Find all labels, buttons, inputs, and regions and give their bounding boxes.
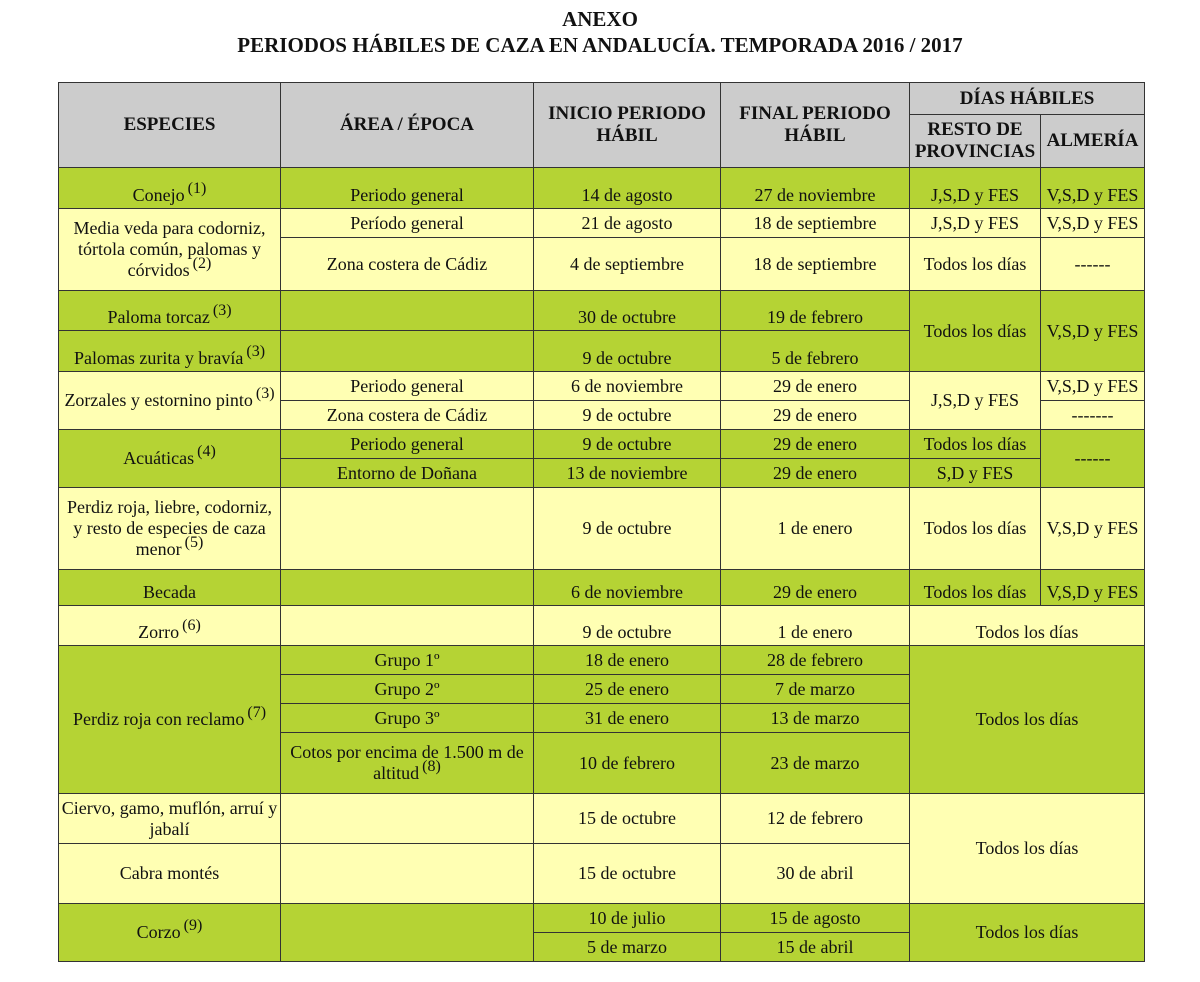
- end-cell: 29 de enero: [721, 401, 910, 430]
- almeria-cell: V,S,D y FES: [1041, 291, 1145, 372]
- area-cell: Zona costera de Cádiz: [281, 401, 534, 430]
- resto-cell: Todos los días: [910, 291, 1041, 372]
- annex-title: ANEXO: [562, 7, 638, 31]
- end-cell: 27 de noviembre: [721, 168, 910, 209]
- end-cell: 19 de febrero: [721, 291, 910, 331]
- table-row: [59, 488, 1145, 570]
- area-cell: [281, 904, 534, 962]
- resto-cell: Todos los días: [910, 238, 1041, 291]
- table-row: [59, 291, 1145, 331]
- table-row: [59, 570, 1145, 606]
- table-row: [59, 430, 1145, 459]
- area-cell: Grupo 2º: [281, 675, 534, 704]
- area-cell: Cotos por encima de 1.500 m de altitud $^{(8)}$: [281, 733, 534, 794]
- area-cell: Período general: [281, 209, 534, 238]
- table-row: [59, 646, 1145, 675]
- start-cell: 31 de enero: [534, 704, 721, 733]
- hunting-periods-table: [58, 82, 1145, 962]
- almeria-cell: V,S,D y FES: [1041, 209, 1145, 238]
- end-cell: 13 de marzo: [721, 704, 910, 733]
- days-cell: Todos los días: [910, 904, 1145, 962]
- start-cell: 9 de octubre: [534, 606, 721, 646]
- end-cell: 29 de enero: [721, 459, 910, 488]
- start-cell: 30 de octubre: [534, 291, 721, 331]
- species-cell: Becada: [59, 570, 281, 606]
- almeria-cell: V,S,D y FES: [1041, 372, 1145, 401]
- species-cell: Paloma torcaz $^{(3)}$: [59, 291, 281, 331]
- almeria-cell: V,S,D y FES: [1041, 570, 1145, 606]
- resto-cell: Todos los días: [910, 430, 1041, 459]
- end-cell: 18 de septiembre: [721, 209, 910, 238]
- area-cell: Grupo 1º: [281, 646, 534, 675]
- area-cell: [281, 331, 534, 372]
- end-cell: 28 de febrero: [721, 646, 910, 675]
- header-dias-habiles: DÍAS HÁBILES: [910, 83, 1145, 115]
- species-cell: Corzo $^{(9)}$: [59, 904, 281, 962]
- days-cell: Todos los días: [910, 646, 1145, 794]
- species-cell: Ciervo, gamo, muflón, arruí y jabalí: [59, 794, 281, 844]
- almeria-cell: -------: [1041, 401, 1145, 430]
- start-cell: 9 de octubre: [534, 488, 721, 570]
- area-cell: Periodo general: [281, 430, 534, 459]
- resto-cell: J,S,D y FES: [910, 168, 1041, 209]
- start-cell: 6 de noviembre: [534, 372, 721, 401]
- start-cell: 5 de marzo: [534, 933, 721, 962]
- start-cell: 4 de septiembre: [534, 238, 721, 291]
- species-cell: Cabra montés: [59, 844, 281, 904]
- days-cell: Todos los días: [910, 606, 1145, 646]
- start-cell: 9 de octubre: [534, 430, 721, 459]
- header-inicio: INICIO PERIODO HÁBIL: [534, 83, 721, 168]
- header-almeria: ALMERÍA: [1041, 115, 1145, 168]
- start-cell: 6 de noviembre: [534, 570, 721, 606]
- species-cell: Palomas zurita y bravía $^{(3)}$: [59, 331, 281, 372]
- area-cell: [281, 488, 534, 570]
- document-subtitle: PERIODOS HÁBILES DE CAZA EN ANDALUCÍA. TEMPORADA 2016 / 2017: [237, 33, 963, 57]
- start-cell: 10 de julio: [534, 904, 721, 933]
- resto-cell: J,S,D y FES: [910, 209, 1041, 238]
- almeria-cell: ------: [1041, 238, 1145, 291]
- table-row: [59, 794, 1145, 844]
- table-row: [59, 372, 1145, 401]
- start-cell: 15 de octubre: [534, 794, 721, 844]
- species-cell: Perdiz roja, liebre, codorniz, y resto de especies de caza menor $^{(5)}$: [59, 488, 281, 570]
- end-cell: 7 de marzo: [721, 675, 910, 704]
- table-row: [59, 168, 1145, 209]
- end-cell: 29 de enero: [721, 430, 910, 459]
- area-cell: Grupo 3º: [281, 704, 534, 733]
- area-cell: Periodo general: [281, 372, 534, 401]
- start-cell: 9 de octubre: [534, 401, 721, 430]
- species-cell: Perdiz roja con reclamo $^{(7)}$: [59, 646, 281, 794]
- end-cell: 15 de agosto: [721, 904, 910, 933]
- area-cell: [281, 291, 534, 331]
- header-especies: ESPECIES: [59, 83, 281, 168]
- start-cell: 18 de enero: [534, 646, 721, 675]
- resto-cell: S,D y FES: [910, 459, 1041, 488]
- species-cell: Acuáticas $^{(4)}$: [59, 430, 281, 488]
- end-cell: 30 de abril: [721, 844, 910, 904]
- species-cell: Media veda para codorniz, tórtola común, palomas y córvidos $^{(2)}$: [59, 209, 281, 291]
- area-cell: Periodo general: [281, 168, 534, 209]
- species-cell: Zorro $^{(6)}$: [59, 606, 281, 646]
- area-cell: [281, 844, 534, 904]
- almeria-cell: V,S,D y FES: [1041, 168, 1145, 209]
- start-cell: 14 de agosto: [534, 168, 721, 209]
- species-cell: Zorzales y estornino pinto $^{(3)}$: [59, 372, 281, 430]
- area-cell: [281, 794, 534, 844]
- days-cell: Todos los días: [910, 794, 1145, 904]
- header-resto: RESTO DE PROVINCIAS: [910, 115, 1041, 168]
- start-cell: 21 de agosto: [534, 209, 721, 238]
- end-cell: 18 de septiembre: [721, 238, 910, 291]
- start-cell: 13 de noviembre: [534, 459, 721, 488]
- start-cell: 10 de febrero: [534, 733, 721, 794]
- end-cell: 12 de febrero: [721, 794, 910, 844]
- header-final: FINAL PERIODO HÁBIL: [721, 83, 910, 168]
- almeria-cell: V,S,D y FES: [1041, 488, 1145, 570]
- table-row: [59, 209, 1145, 238]
- resto-cell: J,S,D y FES: [910, 372, 1041, 430]
- end-cell: 29 de enero: [721, 372, 910, 401]
- area-cell: Entorno de Doñana: [281, 459, 534, 488]
- resto-cell: Todos los días: [910, 488, 1041, 570]
- end-cell: 5 de febrero: [721, 331, 910, 372]
- start-cell: 25 de enero: [534, 675, 721, 704]
- area-cell: [281, 570, 534, 606]
- almeria-cell: ------: [1041, 430, 1145, 488]
- area-cell: Zona costera de Cádiz: [281, 238, 534, 291]
- end-cell: 23 de marzo: [721, 733, 910, 794]
- end-cell: 15 de abril: [721, 933, 910, 962]
- end-cell: 29 de enero: [721, 570, 910, 606]
- start-cell: 9 de octubre: [534, 331, 721, 372]
- species-cell: Conejo $^{(1)}$: [59, 168, 281, 209]
- start-cell: 15 de octubre: [534, 844, 721, 904]
- end-cell: 1 de enero: [721, 606, 910, 646]
- end-cell: 1 de enero: [721, 488, 910, 570]
- area-cell: [281, 606, 534, 646]
- resto-cell: Todos los días: [910, 570, 1041, 606]
- header-area: ÁREA / ÉPOCA: [281, 83, 534, 168]
- table-row: [59, 904, 1145, 933]
- table-row: [59, 606, 1145, 646]
